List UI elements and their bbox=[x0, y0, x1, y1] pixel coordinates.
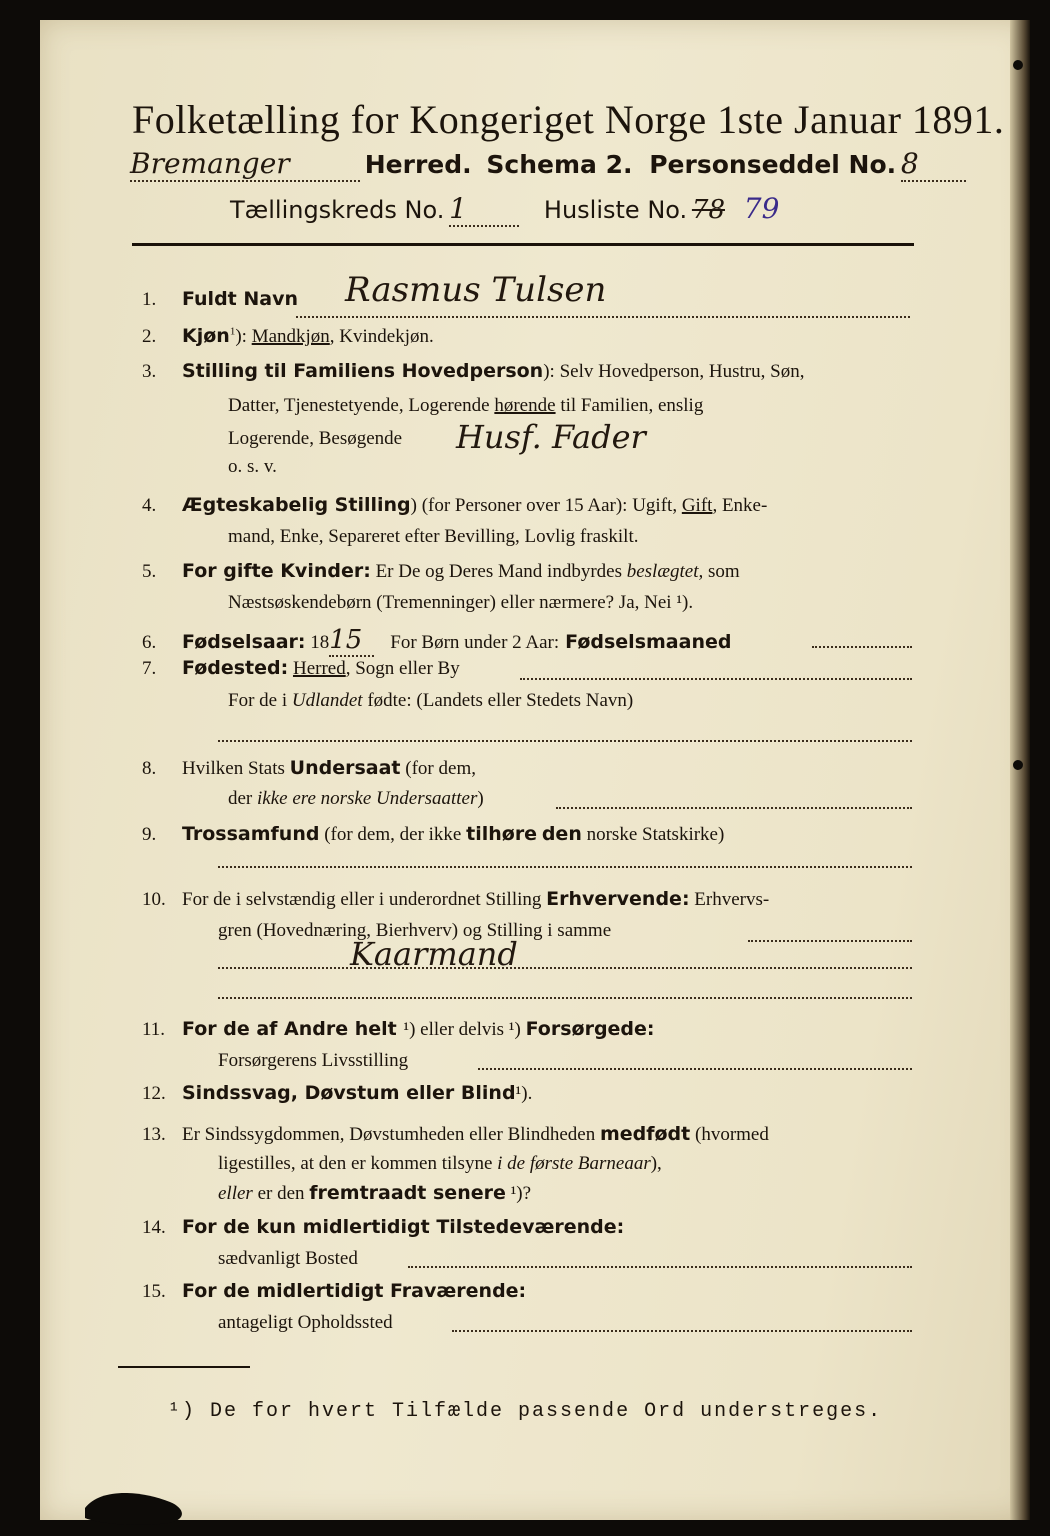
item-label: For de kun midlertidigt Tilstedeværende: bbox=[182, 1216, 625, 1238]
option-gift-underlined: Gift bbox=[681, 495, 713, 516]
binding-hole bbox=[1013, 60, 1023, 70]
binding-hole bbox=[1013, 760, 1023, 770]
item-number: 11. bbox=[142, 1019, 166, 1040]
item-text: For de i bbox=[228, 690, 292, 711]
item-label: Stilling til Familiens Hovedperson bbox=[182, 360, 544, 382]
item-label: Forsørgede: bbox=[525, 1018, 655, 1040]
item-label: Sindssvag, Døvstum eller Blind bbox=[182, 1082, 516, 1104]
header-kreds-line bbox=[230, 192, 779, 227]
item-text: (hvormed bbox=[690, 1124, 769, 1145]
item-10-answer-line-2 bbox=[218, 967, 912, 969]
item-text: ): Selv Hovedperson, Hustru, Søn, bbox=[543, 361, 805, 382]
item-text: ) (for Personer over 15 Aar): Ugift, bbox=[410, 495, 682, 516]
item-5-line-2: Næstsøskendebørn (Tremenninger) eller nærmere? Ja, Nei ¹). bbox=[228, 592, 694, 613]
item-label: Erhvervende: bbox=[546, 888, 690, 910]
item-text-bold: den bbox=[541, 823, 582, 845]
item-text: fødte: (Landets eller Stedets Navn) bbox=[362, 690, 634, 711]
item-number: 13. bbox=[142, 1124, 166, 1145]
schema-label: Schema 2. bbox=[486, 150, 633, 179]
item-number: 6. bbox=[142, 632, 157, 653]
item-4 bbox=[142, 494, 767, 517]
husliste-handwritten: 79 bbox=[743, 192, 780, 225]
item-11-answer-line bbox=[478, 1068, 912, 1070]
item-8 bbox=[142, 757, 476, 780]
item-label: For de midlertidigt Fraværende: bbox=[182, 1280, 527, 1302]
footnote: ¹) De for hvert Tilfælde passende Ord understreges. bbox=[168, 1400, 883, 1423]
item-label: Fødselsaar: bbox=[182, 631, 306, 653]
item-number: 5. bbox=[142, 561, 157, 582]
item-14-line-2: sædvanligt Bosted bbox=[218, 1248, 358, 1269]
item-3-line-2 bbox=[228, 395, 703, 417]
item-text: ¹) eller delvis ¹) bbox=[403, 1019, 526, 1040]
form-title: Folketælling for Kongeriget Norge 1ste Januar 1891. bbox=[132, 97, 1005, 142]
item-label: Fødselsmaaned bbox=[565, 631, 732, 653]
item-text: til Familien, enslig bbox=[555, 395, 704, 416]
item-10-answer-line bbox=[748, 940, 912, 942]
item-number: 1. bbox=[142, 289, 157, 310]
item-7-answer-line bbox=[520, 678, 912, 680]
item-text: For de i selvstændig eller i underordnet Stilling bbox=[182, 889, 547, 910]
item-text-italic: eller bbox=[218, 1183, 253, 1204]
item-10-answer-line-3 bbox=[218, 997, 912, 999]
item-text-bold: fremtraadt senere bbox=[309, 1182, 506, 1204]
item-label: medfødt bbox=[599, 1123, 691, 1145]
item-number: 12. bbox=[142, 1083, 166, 1104]
ink-blot-stain bbox=[80, 1478, 200, 1526]
item-text-italic: Udlandet bbox=[291, 690, 363, 711]
item-13-line-3 bbox=[218, 1182, 531, 1205]
item-8-line-2 bbox=[228, 788, 484, 810]
personseddel-label: Personseddel No. bbox=[649, 150, 897, 179]
item-9 bbox=[142, 823, 724, 846]
item-text: For Børn under 2 Aar: bbox=[390, 632, 560, 653]
item-text-italic: ikke ere norske Undersaatter bbox=[257, 788, 478, 809]
item-text-bold: For de af Andre helt bbox=[182, 1018, 404, 1040]
item-13 bbox=[142, 1123, 769, 1146]
item-number: 14. bbox=[142, 1217, 166, 1238]
item-10 bbox=[142, 888, 769, 911]
item-text: er den bbox=[252, 1183, 310, 1204]
item-12 bbox=[142, 1082, 532, 1105]
kreds-handwritten: 1 bbox=[449, 192, 519, 227]
occupation-handwritten: Kaarmand bbox=[350, 935, 518, 973]
item-text-italic: beslægtet, bbox=[626, 561, 704, 582]
footnote-rule bbox=[118, 1366, 250, 1368]
item-label: Ægteskabelig Stilling bbox=[182, 494, 411, 516]
item-number: 8. bbox=[142, 758, 157, 779]
item-3 bbox=[142, 360, 804, 383]
item-7 bbox=[142, 657, 460, 680]
header-herred-line bbox=[130, 147, 966, 182]
item-number: 10. bbox=[142, 889, 166, 910]
personseddel-handwritten: 8 bbox=[901, 147, 966, 182]
kreds-label: Tællingskreds No. bbox=[230, 196, 445, 224]
item-9-answer-line bbox=[218, 866, 912, 868]
item-15-answer-line bbox=[452, 1330, 912, 1332]
item-number: 7. bbox=[142, 658, 157, 679]
item-label: Fuldt Navn bbox=[182, 288, 299, 310]
item-number: 2. bbox=[142, 326, 157, 347]
item-text: Datter, Tjenestetyende, Logerende bbox=[228, 395, 495, 416]
item-text-italic: i de første Barneaar bbox=[497, 1153, 651, 1174]
item-6-answer-line bbox=[812, 646, 912, 648]
item-text: , Enke- bbox=[712, 495, 768, 516]
footnote-marker: 1 bbox=[229, 325, 236, 338]
year-prefix: 18 bbox=[305, 632, 330, 653]
item-text: ): bbox=[235, 326, 252, 347]
option-kvindekjon: , Kvindekjøn. bbox=[329, 326, 434, 347]
page-binding-edge bbox=[1010, 20, 1030, 1520]
item-text: (for dem, der ikke bbox=[319, 824, 467, 845]
item-text: ), bbox=[650, 1153, 662, 1174]
item-3-line-3: Logerende, Besøgende bbox=[228, 428, 403, 449]
item-number: 3. bbox=[142, 361, 157, 382]
item-15 bbox=[142, 1280, 526, 1303]
item-number: 15. bbox=[142, 1281, 166, 1302]
item-6 bbox=[142, 625, 731, 657]
item-15-line-2: antageligt Opholdssted bbox=[218, 1312, 393, 1333]
item-14 bbox=[142, 1216, 624, 1239]
item-number: 9. bbox=[142, 824, 157, 845]
item-text: Erhvervs- bbox=[689, 889, 770, 910]
item-10-line-2: gren (Hovednæring, Bierhverv) og Stilling i samme bbox=[218, 920, 612, 941]
name-handwritten: Rasmus Tulsen bbox=[345, 270, 607, 310]
birth-year-handwritten: 15 bbox=[329, 625, 374, 657]
item-label: Trossamfund bbox=[182, 823, 320, 845]
item-14-answer-line bbox=[408, 1266, 912, 1268]
item-7-line-2 bbox=[228, 690, 633, 712]
item-8-answer-line bbox=[556, 807, 912, 809]
item-2 bbox=[142, 325, 434, 348]
husliste-struck-handwritten: 78 bbox=[691, 195, 725, 225]
item-label: Undersaat bbox=[289, 757, 401, 779]
item-text: Er De og Deres Mand indbyrdes bbox=[370, 561, 627, 582]
underlined-option: hørende bbox=[494, 395, 556, 416]
item-4-line-2: mand, Enke, Separeret efter Bevilling, Lovlig fraskilt. bbox=[228, 526, 639, 547]
item-text: Hvilken Stats bbox=[182, 758, 290, 779]
option-herred-underlined: Herred bbox=[292, 658, 346, 679]
item-text: ¹). bbox=[515, 1083, 533, 1104]
item-text-bold: tilhøre bbox=[466, 823, 538, 845]
item-text: som bbox=[703, 561, 740, 582]
item-7-answer-line-2 bbox=[218, 740, 912, 742]
item-text: norske Statskirke) bbox=[581, 824, 725, 845]
item-11-line-2: Forsørgerens Livsstilling bbox=[218, 1050, 409, 1071]
item-text: (for dem, bbox=[400, 758, 476, 779]
item-5 bbox=[142, 560, 740, 583]
item-text: Er Sindssygdommen, Døvstumheden eller Blindheden bbox=[182, 1124, 600, 1145]
item-label: Fødested: bbox=[182, 657, 289, 679]
item-text: ) bbox=[477, 788, 484, 809]
item-11 bbox=[142, 1018, 655, 1041]
husliste-label: Husliste No. bbox=[543, 196, 688, 224]
item-label: For gifte Kvinder: bbox=[182, 560, 371, 582]
item-text: , Sogn eller By bbox=[345, 658, 460, 679]
item-text: ligestilles, at den er kommen tilsyne bbox=[218, 1153, 498, 1174]
option-mandkjon-underlined: Mandkjøn bbox=[251, 326, 330, 347]
item-1-answer-line bbox=[296, 316, 910, 318]
item-1 bbox=[142, 288, 298, 311]
item-text: ¹)? bbox=[505, 1183, 532, 1204]
family-position-handwritten: Husf. Fader bbox=[456, 418, 646, 456]
item-label: Kjøn bbox=[182, 325, 230, 347]
item-text: der bbox=[228, 788, 258, 809]
header-rule bbox=[132, 243, 914, 246]
herred-handwritten: Bremanger bbox=[130, 147, 360, 182]
herred-label: Herred. bbox=[364, 150, 472, 179]
item-3-line-4: o. s. v. bbox=[228, 456, 277, 477]
item-13-line-2 bbox=[218, 1153, 662, 1175]
item-number: 4. bbox=[142, 495, 157, 516]
